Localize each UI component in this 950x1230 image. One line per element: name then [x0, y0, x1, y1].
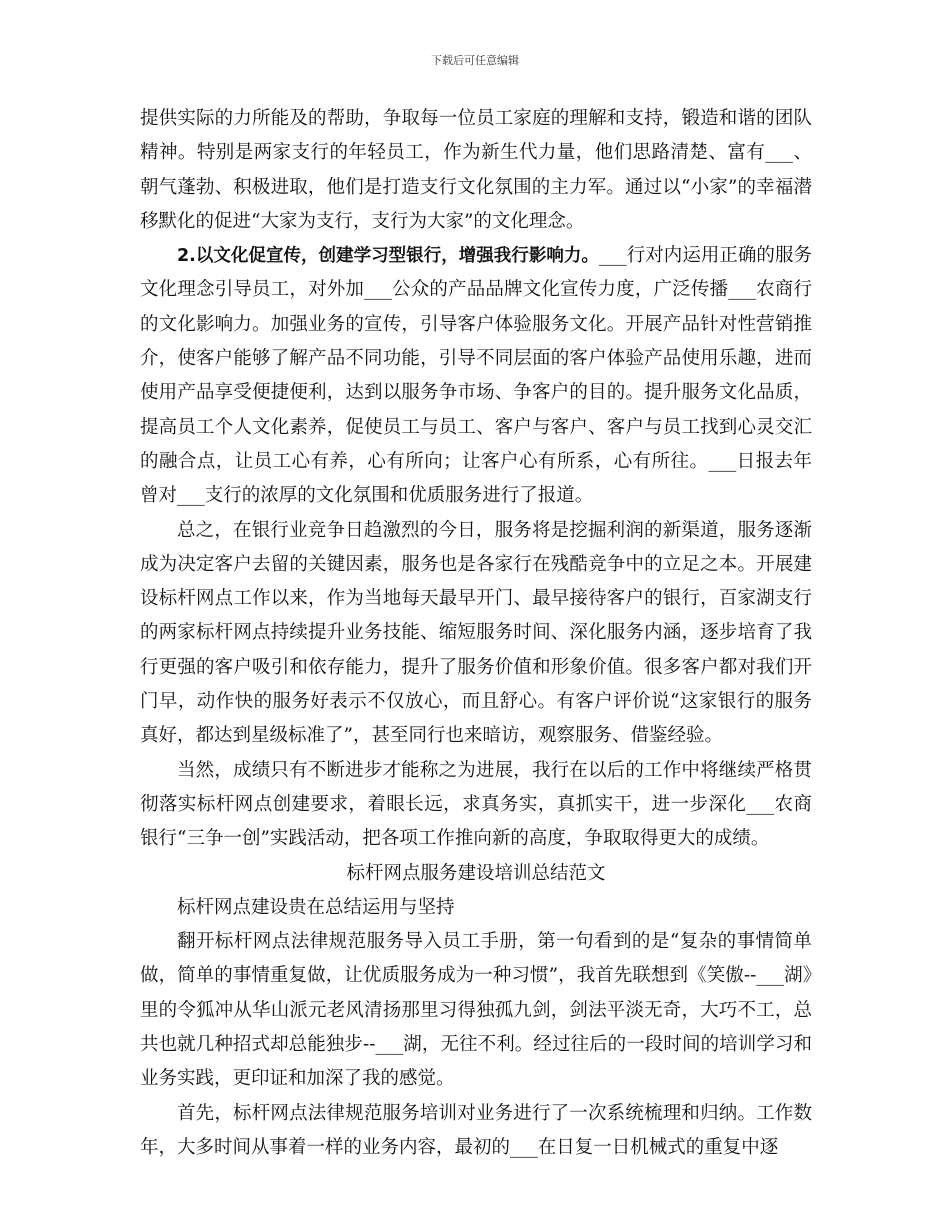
paragraph-1: 提供实际的力所能及的帮助，争取每一位员工家庭的理解和支持，锻造和谐的团队精神。特别是两家支行的年轻员工，作为新生代力量，他们思路清楚、富有___、朝气蓬勃、积极进取，他们是打造支行文化氛围的主力军。通过以“小家”的幸福潜移默化的促进“大家为支行，支行为大家”的文化理念。: [140, 108, 812, 232]
page-header: 下载后可任意编辑: [431, 54, 519, 67]
paragraph-4: 当然，成绩只有不断进步才能称之为进展，我行在以后的工作中将继续严格贯彻落实标杆网点创建要求，着眼长远，求真务实，真抓实干，进一步深化___农商银行“三争一创”实践活动，把各项工作推向新的高度，争取取得更大的成绩。: [140, 759, 812, 850]
paragraph-5: 翻开标杆网点法律规范服务导入员工手册，第一句看到的是“复杂的事情简单做，简单的事情重复做，让优质服务成为一种习惯”，我首先联想到《笑傲--___湖》里的令狐冲从华山派元老风清扬那里习得独孤九剑，剑法平淡无奇，大巧不工，总共也就几种招式却总能独步--___湖，无往不利。经过往后的一段时间的培训学习和业务实践，更印证和加深了我的感觉。: [140, 931, 812, 1090]
section-subtitle: 标杆网点建设贵在总结运用与坚持: [177, 896, 455, 918]
paragraph-2-heading: 2.以文化促宣传，创建学习型银行，增强我行影响力。: [177, 246, 599, 267]
paragraph-2-text: ___行对内运用正确的服务文化理念引导员工，对外加___公众的产品品牌文化宣传力度，广泛传播___农商行的文化影响力。加强业务的宣传，引导客户体验服务文化。开展产品针对性营销推介，使客户能够了解产品不同功能，引导不同层面的客户体验产品使用乐趣，进而使用产品享受便捷便利，达到以服务争市场、争客户的目的。提升服务文化品质，提高员工个人文化素养，促使员工与员工、客户与客户、客户与员工找到心灵交汇的融合点，让员工心有养，心有所向；让客户心有所系，心有所往。___日报去年曾对___支行的浓厚的文化氛围和优质服务进行了报道。: [140, 245, 812, 507]
document-body: [140, 102, 812, 1165]
paragraph-2: [140, 239, 812, 513]
section-title: 标杆网点服务建设培训总结范文: [346, 862, 606, 884]
paragraph-3: 总之，在银行业竞争日趋激烈的今日，服务将是挖掘利润的新渠道，服务逐渐成为决定客户去留的关键因素，服务也是各家行在残酷竞争中的立足之本。开展建设标杆网点工作以来，作为当地每天最早开门、最早接待客户的银行，百家湖支行的两家标杆网点持续提升业务技能、缩短服务时间、深化服务内涵，逐步培育了我行更强的客户吸引和依存能力，提升了服务价值和形象价值。很多客户都对我们开门早，动作快的服务好表示不仅放心，而且舒心。有客户评价说“这家银行的服务真好，都达到星级标准了”，甚至同行也来暗访，观察服务、借鉴经验。: [140, 519, 812, 747]
paragraph-6: 首先，标杆网点法律规范服务培训对业务进行了一次系统梳理和归纳。工作数年，大多时间从事着一样的业务内容，最初的___在日复一日机械式的重复中逐: [140, 1102, 812, 1158]
